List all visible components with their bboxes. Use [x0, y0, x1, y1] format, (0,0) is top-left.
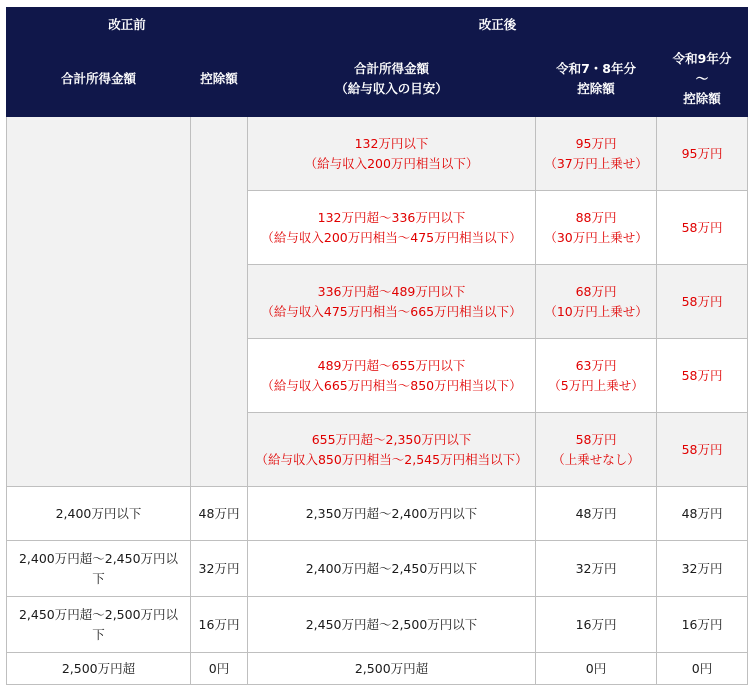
before-income-cell: 2,400万円以下: [7, 487, 191, 541]
header-r9-label: 令和9年分: [672, 51, 732, 66]
r9-cell: 16万円: [657, 597, 748, 653]
r78-note: （上乗せなし）: [552, 451, 640, 467]
after-income-cell: 2,400万円超〜2,450万円以下: [248, 541, 536, 597]
after-income-cell: 2,500万円超: [248, 653, 536, 685]
new-range: 132万円超〜336万円以下: [317, 209, 466, 225]
after-income-cell: 2,450万円超〜2,500万円以下: [248, 597, 536, 653]
r78-cell: [536, 413, 657, 487]
table-row: [7, 541, 748, 597]
header-after: 改正後: [248, 8, 748, 42]
r78-cell: [536, 339, 657, 413]
header-total-income-before: 合計所得金額: [7, 42, 191, 117]
r78-note: （37万円上乗せ）: [544, 155, 648, 171]
r9-cell: 32万円: [657, 541, 748, 597]
new-income-equivalent: （給与収入475万円相当〜665万円相当以下）: [261, 303, 522, 319]
r78-cell: 48万円: [536, 487, 657, 541]
after-income-cell: 2,350万円超〜2,400万円以下: [248, 487, 536, 541]
header-total-income-after: [248, 42, 536, 117]
r78-cell: 32万円: [536, 541, 657, 597]
r78-cell: [536, 265, 657, 339]
before-income-cell: 2,400万円超〜2,450万円以下: [7, 541, 191, 597]
r78-cell: [536, 117, 657, 191]
before-income-cell: 2,450万円超〜2,500万円以下: [7, 597, 191, 653]
blank-cell-before-deduction: [191, 117, 248, 487]
r78-value: 58万円: [575, 431, 617, 447]
new-range-cell: [248, 265, 536, 339]
before-income-cell: 2,500万円超: [7, 653, 191, 685]
header-r9-tilde: 〜: [695, 71, 709, 86]
r9-cell: 95万円: [657, 117, 748, 191]
new-range: 336万円超〜489万円以下: [317, 283, 466, 299]
r78-value: 88万円: [575, 209, 617, 225]
r9-cell: 48万円: [657, 487, 748, 541]
before-deduction-cell: 32万円: [191, 541, 248, 597]
header-total-income-after-sub: （給与収入の目安）: [335, 81, 448, 96]
new-income-equivalent: （給与収入200万円相当以下）: [304, 155, 479, 171]
header-before: 改正前: [7, 8, 248, 42]
new-range: 132万円以下: [354, 135, 429, 151]
r9-cell: 0円: [657, 653, 748, 685]
before-deduction-cell: 48万円: [191, 487, 248, 541]
header-r78-sub: 控除額: [577, 81, 615, 96]
header-r78: [536, 42, 657, 117]
r78-cell: [536, 191, 657, 265]
table-row: [7, 597, 748, 653]
r9-cell: 58万円: [657, 413, 748, 487]
new-range-cell: [248, 339, 536, 413]
new-range: 655万円超〜2,350万円以下: [311, 431, 472, 447]
new-range-cell: [248, 117, 536, 191]
table-row: [7, 653, 748, 685]
r9-cell: 58万円: [657, 339, 748, 413]
deduction-comparison-table: [6, 7, 748, 685]
r78-note: （5万円上乗せ）: [548, 377, 644, 393]
new-income-equivalent: （給与収入665万円相当〜850万円相当以下）: [261, 377, 522, 393]
new-range-cell: [248, 413, 536, 487]
r78-note: （30万円上乗せ）: [544, 229, 648, 245]
before-deduction-cell: 0円: [191, 653, 248, 685]
new-income-equivalent: （給与収入850万円相当〜2,545万円相当以下）: [255, 451, 528, 467]
r78-cell: 0円: [536, 653, 657, 685]
table-row: [7, 487, 748, 541]
header-total-income-after-label: 合計所得金額: [354, 61, 430, 76]
new-range: 489万円超〜655万円以下: [317, 357, 466, 373]
r9-cell: 58万円: [657, 191, 748, 265]
r78-value: 95万円: [575, 135, 617, 151]
table-row: [7, 117, 748, 191]
r78-value: 63万円: [575, 357, 617, 373]
r9-cell: 58万円: [657, 265, 748, 339]
new-range-cell: [248, 191, 536, 265]
r78-value: 68万円: [575, 283, 617, 299]
new-income-equivalent: （給与収入200万円相当〜475万円相当以下）: [261, 229, 522, 245]
header-deduction-before: 控除額: [191, 42, 248, 117]
r78-note: （10万円上乗せ）: [544, 303, 648, 319]
header-r78-label: 令和7・8年分: [556, 61, 636, 76]
before-deduction-cell: 16万円: [191, 597, 248, 653]
blank-cell-before-income: [7, 117, 191, 487]
header-r9-sub: 控除額: [683, 91, 721, 106]
header-r9: [657, 42, 748, 117]
r78-cell: 16万円: [536, 597, 657, 653]
